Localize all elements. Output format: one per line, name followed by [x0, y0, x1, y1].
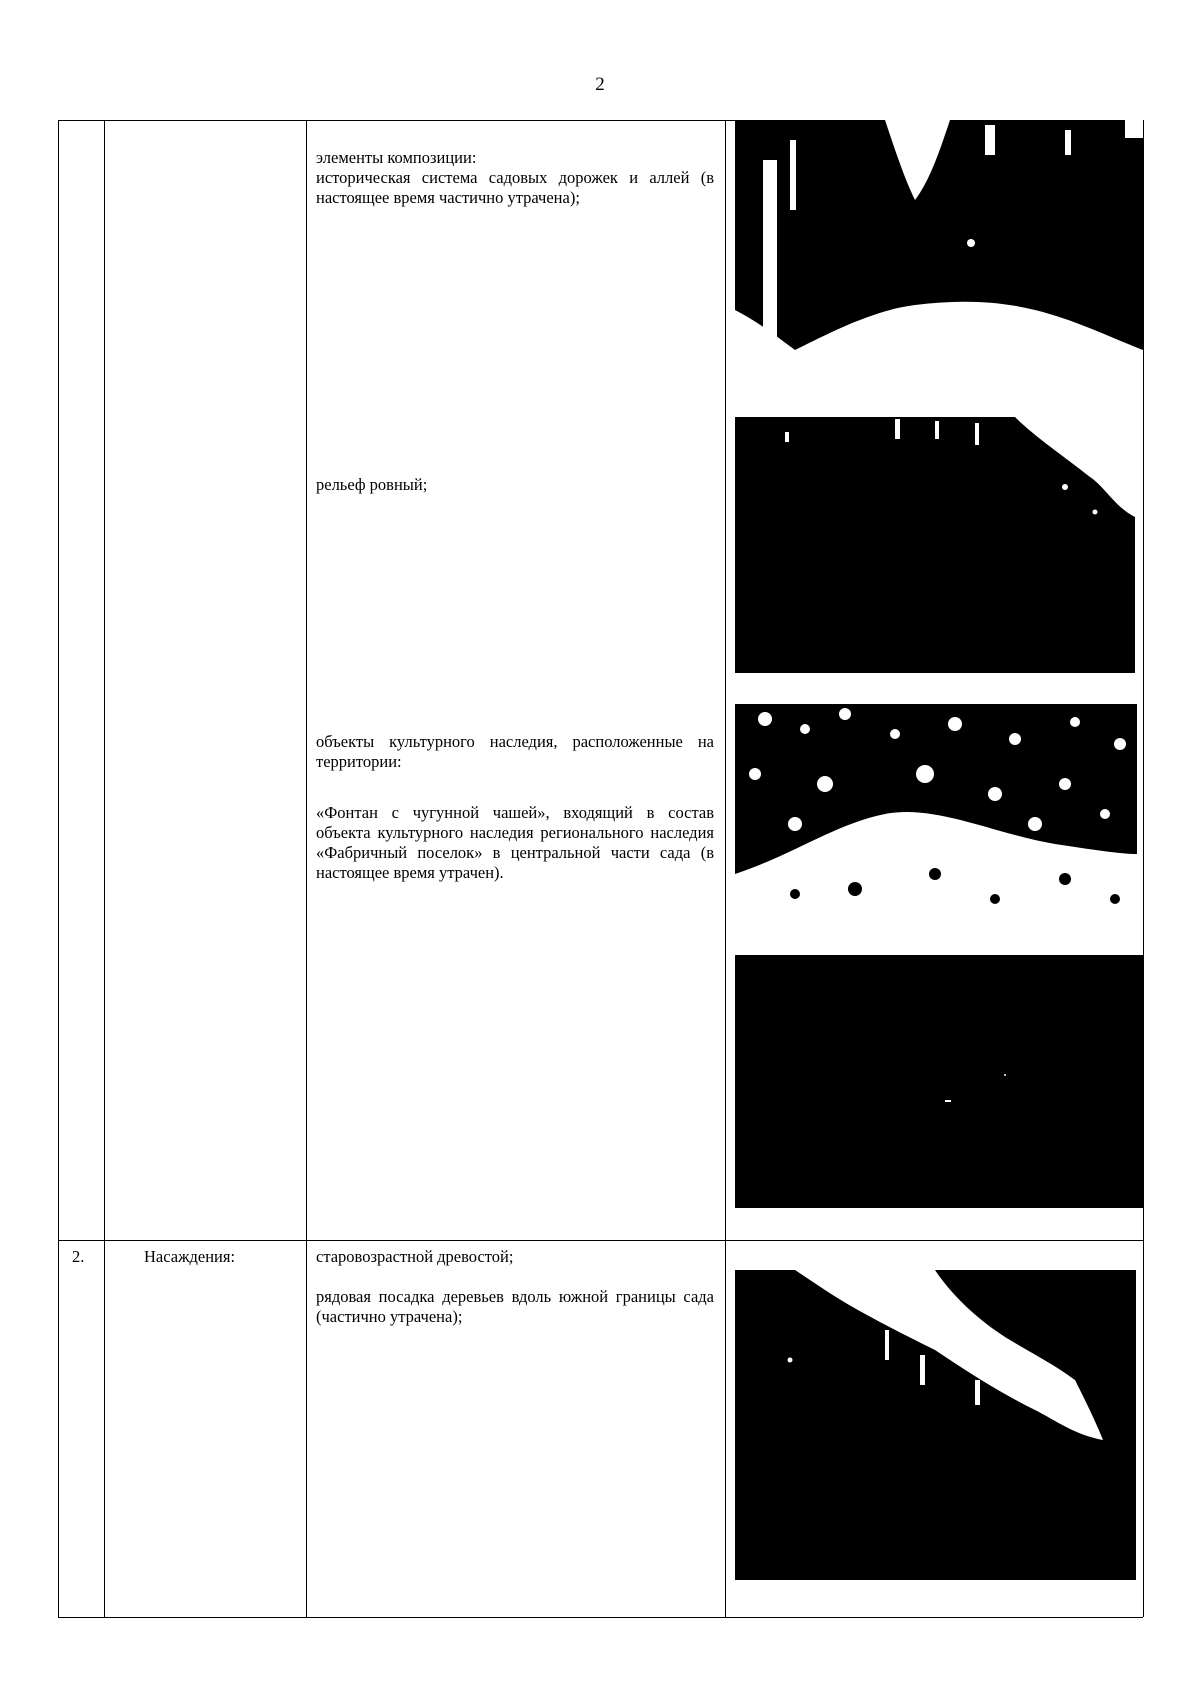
plantings-heading: старовозрастной древостой; — [316, 1247, 514, 1266]
col-border-left — [58, 120, 59, 1617]
photo-tree-row — [735, 1270, 1136, 1580]
composition-heading: элементы композиции: — [316, 148, 477, 167]
relief-text: рельеф ровный; — [316, 475, 428, 494]
col-border-right — [1143, 120, 1144, 1617]
col-border-number — [104, 120, 105, 1617]
features-table — [58, 120, 1143, 1617]
col-border-description — [725, 120, 726, 1617]
photo-ground-foliage — [735, 704, 1137, 924]
photo-dark-site — [735, 955, 1143, 1208]
table-bottom-border — [58, 1617, 1143, 1618]
row-divider — [58, 1240, 1143, 1241]
row-name: Насаждения: — [144, 1247, 236, 1266]
photo-alley — [735, 120, 1143, 390]
heritage-heading: объекты культурного наследия, расположенные на территории: — [316, 732, 714, 771]
photo-trees-relief — [735, 417, 1135, 673]
page-number: 2 — [595, 74, 605, 95]
row-number: 2. — [72, 1247, 85, 1266]
col-border-name — [306, 120, 307, 1617]
composition-text: историческая система садовых дорожек и аллей (в настоящее время частично утрачена); — [316, 168, 714, 207]
heritage-text: «Фонтан с чугунной чашей», входящий в состав объекта культурного наследия регионального наследия «Фабричный поселок» в центральной части сада (в настоящее время утрачен). — [316, 803, 714, 882]
plantings-text: рядовая посадка деревьев вдоль южной границы сада (частично утрачена); — [316, 1287, 714, 1326]
